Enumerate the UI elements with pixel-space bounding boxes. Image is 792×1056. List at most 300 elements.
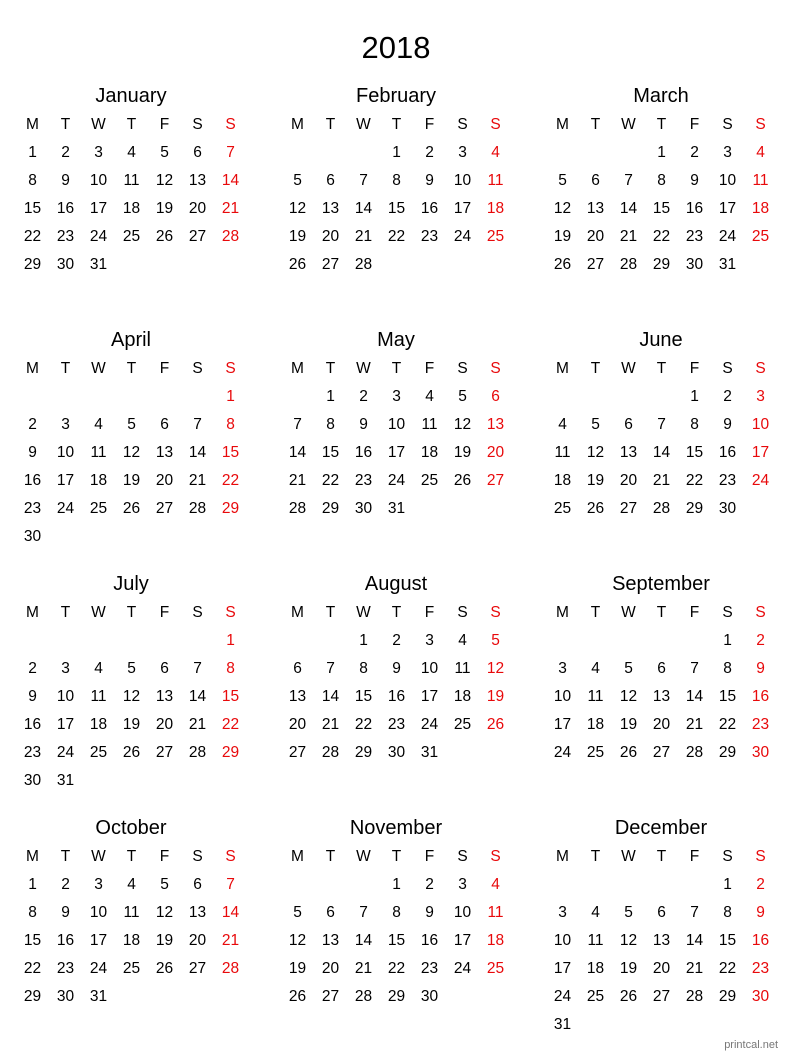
day-cell: 28 [188, 500, 207, 517]
day-cell: 2 [359, 388, 368, 405]
weekday-header: T [590, 604, 601, 621]
weekday-header: S [225, 360, 236, 377]
day-cell: 9 [723, 416, 732, 433]
day-cell: 9 [392, 660, 401, 677]
weekday-header: T [126, 360, 137, 377]
day-cell: 27 [652, 744, 671, 761]
sunday-day-cell: 1 [226, 632, 235, 649]
day-cell: 29 [23, 988, 42, 1005]
day-cell: 18 [453, 688, 472, 705]
day-cell: 4 [94, 660, 103, 677]
day-cell: 23 [56, 960, 75, 977]
sunday-day-cell: 4 [756, 144, 765, 161]
day-cell: 19 [453, 444, 472, 461]
day-cell: 10 [553, 688, 572, 705]
day-cell: 24 [453, 228, 472, 245]
day-cell: 21 [354, 960, 373, 977]
day-cell: 8 [723, 660, 732, 677]
day-cell: 30 [718, 500, 737, 517]
weekday-header: F [689, 848, 700, 865]
weekday-header: T [656, 848, 667, 865]
day-cell: 11 [90, 444, 107, 461]
weekday-header: S [490, 116, 501, 133]
sunday-day-cell: 22 [221, 716, 240, 733]
sunday-day-cell: 6 [491, 388, 500, 405]
day-cell: 3 [425, 632, 434, 649]
day-cell: 27 [321, 988, 340, 1005]
day-cell: 8 [657, 172, 666, 189]
day-cell: 27 [586, 256, 605, 273]
day-cell: 20 [188, 200, 207, 217]
day-cell: 16 [718, 444, 737, 461]
day-cell: 24 [453, 960, 472, 977]
day-cell: 14 [685, 932, 704, 949]
day-cell: 26 [122, 500, 141, 517]
day-cell: 4 [94, 416, 103, 433]
day-cell: 7 [624, 172, 633, 189]
day-cell: 31 [387, 500, 406, 517]
sunday-day-cell: 8 [226, 660, 235, 677]
day-cell: 17 [387, 444, 406, 461]
day-cell: 3 [458, 876, 467, 893]
weekday-header: M [26, 604, 39, 621]
weekday-header: S [225, 604, 236, 621]
day-cell: 22 [354, 716, 373, 733]
day-cell: 18 [586, 716, 605, 733]
day-cell: 4 [558, 416, 567, 433]
sunday-day-cell: 2 [756, 632, 765, 649]
day-cell: 7 [690, 904, 699, 921]
weekday-header: T [325, 604, 336, 621]
weekday-header: S [490, 604, 501, 621]
month-name: December [614, 817, 708, 839]
day-cell: 14 [652, 444, 671, 461]
day-cell: 12 [155, 904, 174, 921]
weekday-header: T [60, 848, 71, 865]
day-cell: 25 [420, 472, 439, 489]
sunday-day-cell: 10 [751, 416, 770, 433]
day-cell: 21 [321, 716, 340, 733]
day-cell: 19 [619, 960, 638, 977]
day-cell: 6 [193, 876, 202, 893]
weekday-header: W [621, 604, 636, 621]
sunday-day-cell: 14 [221, 172, 240, 189]
day-cell: 10 [420, 660, 439, 677]
month-name: April [110, 329, 151, 351]
day-cell: 17 [56, 472, 75, 489]
day-cell: 22 [718, 960, 737, 977]
weekday-header: S [755, 604, 766, 621]
day-cell: 12 [288, 932, 307, 949]
day-cell: 5 [624, 904, 633, 921]
day-cell: 3 [61, 660, 70, 677]
sunday-day-cell: 30 [751, 988, 770, 1005]
day-cell: 22 [387, 960, 406, 977]
day-cell: 29 [685, 500, 704, 517]
day-cell: 9 [28, 444, 37, 461]
weekday-header: S [457, 848, 468, 865]
day-cell: 6 [160, 660, 169, 677]
day-cell: 17 [553, 716, 572, 733]
day-cell: 8 [392, 172, 401, 189]
day-cell: 28 [685, 744, 704, 761]
day-cell: 29 [718, 988, 737, 1005]
day-cell: 3 [558, 904, 567, 921]
day-cell: 16 [56, 932, 75, 949]
day-cell: 25 [89, 500, 108, 517]
day-cell: 7 [193, 416, 202, 433]
sunday-day-cell: 12 [486, 660, 505, 677]
day-cell: 16 [685, 200, 704, 217]
day-cell: 17 [56, 716, 75, 733]
day-cell: 9 [28, 688, 37, 705]
day-cell: 13 [652, 932, 671, 949]
weekday-header: S [225, 116, 236, 133]
day-cell: 19 [288, 960, 307, 977]
sunday-day-cell: 28 [221, 960, 240, 977]
day-cell: 14 [188, 444, 207, 461]
day-cell: 24 [718, 228, 737, 245]
day-cell: 19 [288, 228, 307, 245]
weekday-header: M [556, 848, 569, 865]
sunday-day-cell: 24 [751, 472, 770, 489]
day-cell: 9 [690, 172, 699, 189]
month-name: March [633, 85, 689, 107]
day-cell: 9 [61, 172, 70, 189]
day-cell: 25 [122, 960, 141, 977]
day-cell: 3 [392, 388, 401, 405]
day-cell: 31 [553, 1016, 572, 1033]
sunday-day-cell: 5 [491, 632, 500, 649]
day-cell: 13 [586, 200, 605, 217]
weekday-header: W [621, 360, 636, 377]
day-cell: 9 [425, 172, 434, 189]
weekday-header: S [490, 360, 501, 377]
month-name: February [355, 85, 437, 107]
day-cell: 15 [652, 200, 671, 217]
sunday-day-cell: 19 [486, 688, 505, 705]
sunday-day-cell: 2 [756, 876, 765, 893]
weekday-header: S [192, 848, 203, 865]
day-cell: 27 [188, 960, 207, 977]
day-cell: 18 [553, 472, 572, 489]
month-name: September [612, 573, 710, 595]
day-cell: 25 [553, 500, 572, 517]
weekday-header: W [621, 848, 636, 865]
weekday-header: S [722, 604, 733, 621]
day-cell: 10 [453, 904, 472, 921]
day-cell: 9 [425, 904, 434, 921]
sunday-day-cell: 25 [486, 228, 505, 245]
day-cell: 29 [387, 988, 406, 1005]
day-cell: 25 [89, 744, 108, 761]
day-cell: 5 [160, 144, 169, 161]
day-cell: 31 [718, 256, 737, 273]
day-cell: 28 [619, 256, 638, 273]
day-cell: 7 [326, 660, 335, 677]
footer-credit: printcal.net [724, 1039, 778, 1051]
day-cell: 21 [685, 716, 704, 733]
sunday-day-cell: 26 [486, 716, 505, 733]
day-cell: 12 [619, 932, 638, 949]
day-cell: 18 [122, 200, 141, 217]
sunday-day-cell: 22 [221, 472, 240, 489]
day-cell: 21 [354, 228, 373, 245]
day-cell: 14 [685, 688, 704, 705]
day-cell: 28 [321, 744, 340, 761]
day-cell: 21 [288, 472, 307, 489]
day-cell: 19 [155, 932, 174, 949]
day-cell: 12 [288, 200, 307, 217]
day-cell: 2 [61, 876, 70, 893]
day-cell: 23 [420, 960, 439, 977]
month-name: July [113, 573, 149, 595]
day-cell: 30 [23, 528, 42, 545]
day-cell: 25 [586, 744, 605, 761]
weekday-header: T [325, 848, 336, 865]
day-cell: 16 [354, 444, 373, 461]
day-cell: 31 [89, 988, 108, 1005]
day-cell: 1 [28, 144, 37, 161]
day-cell: 14 [354, 932, 373, 949]
day-cell: 11 [454, 660, 471, 677]
day-cell: 26 [122, 744, 141, 761]
day-cell: 26 [619, 744, 638, 761]
day-cell: 20 [619, 472, 638, 489]
day-cell: 8 [28, 904, 37, 921]
sunday-day-cell: 18 [751, 200, 770, 217]
day-cell: 12 [586, 444, 605, 461]
weekday-header: F [159, 116, 170, 133]
day-cell: 29 [652, 256, 671, 273]
sunday-day-cell: 23 [751, 960, 770, 977]
weekday-header: T [391, 604, 402, 621]
day-cell: 30 [56, 988, 75, 1005]
day-cell: 16 [56, 200, 75, 217]
day-cell: 21 [188, 716, 207, 733]
sunday-day-cell: 13 [486, 416, 505, 433]
day-cell: 11 [123, 904, 140, 921]
sunday-day-cell: 28 [221, 228, 240, 245]
day-cell: 5 [624, 660, 633, 677]
weekday-header: T [325, 360, 336, 377]
day-cell: 16 [420, 200, 439, 217]
day-cell: 12 [453, 416, 472, 433]
day-cell: 20 [586, 228, 605, 245]
day-cell: 2 [28, 416, 37, 433]
day-cell: 26 [586, 500, 605, 517]
weekday-header: T [391, 360, 402, 377]
day-cell: 6 [293, 660, 302, 677]
day-cell: 18 [420, 444, 439, 461]
day-cell: 23 [718, 472, 737, 489]
day-cell: 10 [56, 688, 75, 705]
day-cell: 22 [718, 716, 737, 733]
day-cell: 25 [453, 716, 472, 733]
sunday-day-cell: 9 [756, 660, 765, 677]
day-cell: 17 [453, 200, 472, 217]
weekday-header: S [722, 360, 733, 377]
day-cell: 13 [321, 200, 340, 217]
day-cell: 17 [718, 200, 737, 217]
weekday-header: F [689, 360, 700, 377]
day-cell: 20 [652, 716, 671, 733]
day-cell: 21 [685, 960, 704, 977]
day-cell: 19 [553, 228, 572, 245]
day-cell: 11 [554, 444, 571, 461]
day-cell: 24 [387, 472, 406, 489]
weekday-header: T [126, 604, 137, 621]
day-cell: 10 [56, 444, 75, 461]
day-cell: 2 [61, 144, 70, 161]
day-cell: 19 [122, 472, 141, 489]
weekday-header: T [60, 604, 71, 621]
weekday-header: F [689, 116, 700, 133]
day-cell: 12 [553, 200, 572, 217]
day-cell: 10 [387, 416, 406, 433]
day-cell: 13 [652, 688, 671, 705]
weekday-header: T [60, 116, 71, 133]
day-cell: 13 [619, 444, 638, 461]
day-cell: 30 [420, 988, 439, 1005]
day-cell: 1 [723, 876, 732, 893]
day-cell: 29 [321, 500, 340, 517]
day-cell: 18 [122, 932, 141, 949]
sunday-day-cell: 21 [221, 932, 240, 949]
weekday-header: M [556, 604, 569, 621]
weekday-header: S [192, 116, 203, 133]
weekday-header: S [490, 848, 501, 865]
sunday-day-cell: 11 [752, 172, 769, 189]
sunday-day-cell: 18 [486, 200, 505, 217]
day-cell: 30 [23, 772, 42, 789]
day-cell: 20 [652, 960, 671, 977]
day-cell: 15 [718, 932, 737, 949]
day-cell: 7 [293, 416, 302, 433]
day-cell: 10 [553, 932, 572, 949]
day-cell: 7 [657, 416, 666, 433]
weekday-header: T [325, 116, 336, 133]
sunday-day-cell: 16 [751, 688, 770, 705]
day-cell: 30 [354, 500, 373, 517]
weekday-header: S [192, 360, 203, 377]
day-cell: 27 [652, 988, 671, 1005]
day-cell: 5 [160, 876, 169, 893]
day-cell: 13 [288, 688, 307, 705]
day-cell: 7 [359, 172, 368, 189]
day-cell: 24 [89, 228, 108, 245]
day-cell: 18 [89, 716, 108, 733]
day-cell: 16 [23, 716, 42, 733]
day-cell: 26 [619, 988, 638, 1005]
day-cell: 2 [425, 144, 434, 161]
day-cell: 5 [458, 388, 467, 405]
weekday-header: W [91, 848, 106, 865]
weekday-header: S [225, 848, 236, 865]
day-cell: 22 [23, 960, 42, 977]
day-cell: 2 [28, 660, 37, 677]
day-cell: 22 [652, 228, 671, 245]
day-cell: 13 [188, 172, 207, 189]
day-cell: 6 [591, 172, 600, 189]
day-cell: 28 [354, 988, 373, 1005]
day-cell: 5 [591, 416, 600, 433]
day-cell: 13 [155, 688, 174, 705]
sunday-day-cell: 25 [486, 960, 505, 977]
day-cell: 24 [56, 500, 75, 517]
day-cell: 6 [657, 904, 666, 921]
day-cell: 4 [425, 388, 434, 405]
sunday-day-cell: 11 [487, 172, 504, 189]
weekday-header: F [424, 116, 435, 133]
day-cell: 19 [122, 716, 141, 733]
weekday-header: M [26, 848, 39, 865]
day-cell: 4 [591, 904, 600, 921]
day-cell: 16 [420, 932, 439, 949]
day-cell: 25 [586, 988, 605, 1005]
day-cell: 16 [387, 688, 406, 705]
day-cell: 23 [56, 228, 75, 245]
day-cell: 6 [193, 144, 202, 161]
day-cell: 3 [558, 660, 567, 677]
weekday-header: S [755, 848, 766, 865]
weekday-header: F [159, 604, 170, 621]
sunday-day-cell: 17 [751, 444, 770, 461]
weekday-header: M [291, 848, 304, 865]
day-cell: 28 [652, 500, 671, 517]
day-cell: 26 [155, 960, 174, 977]
day-cell: 12 [155, 172, 174, 189]
day-cell: 10 [453, 172, 472, 189]
day-cell: 15 [685, 444, 704, 461]
day-cell: 30 [56, 256, 75, 273]
day-cell: 19 [619, 716, 638, 733]
day-cell: 9 [61, 904, 70, 921]
day-cell: 1 [723, 632, 732, 649]
day-cell: 8 [392, 904, 401, 921]
day-cell: 24 [553, 988, 572, 1005]
weekday-header: F [424, 360, 435, 377]
day-cell: 20 [321, 228, 340, 245]
weekday-header: S [722, 848, 733, 865]
day-cell: 20 [188, 932, 207, 949]
weekday-header: M [556, 116, 569, 133]
day-cell: 27 [188, 228, 207, 245]
day-cell: 17 [89, 200, 108, 217]
day-cell: 20 [155, 716, 174, 733]
day-cell: 2 [425, 876, 434, 893]
sunday-day-cell: 4 [491, 876, 500, 893]
weekday-header: W [356, 360, 371, 377]
weekday-header: T [590, 360, 601, 377]
day-cell: 12 [122, 444, 141, 461]
day-cell: 30 [685, 256, 704, 273]
weekday-header: T [590, 848, 601, 865]
sunday-day-cell: 21 [221, 200, 240, 217]
day-cell: 8 [690, 416, 699, 433]
day-cell: 13 [188, 904, 207, 921]
month-name: June [639, 329, 683, 351]
month-name: November [349, 817, 443, 839]
day-cell: 8 [359, 660, 368, 677]
day-cell: 4 [127, 876, 136, 893]
day-cell: 19 [586, 472, 605, 489]
day-cell: 7 [359, 904, 368, 921]
day-cell: 15 [321, 444, 340, 461]
day-cell: 16 [23, 472, 42, 489]
sunday-day-cell: 1 [226, 388, 235, 405]
weekday-header: T [656, 360, 667, 377]
